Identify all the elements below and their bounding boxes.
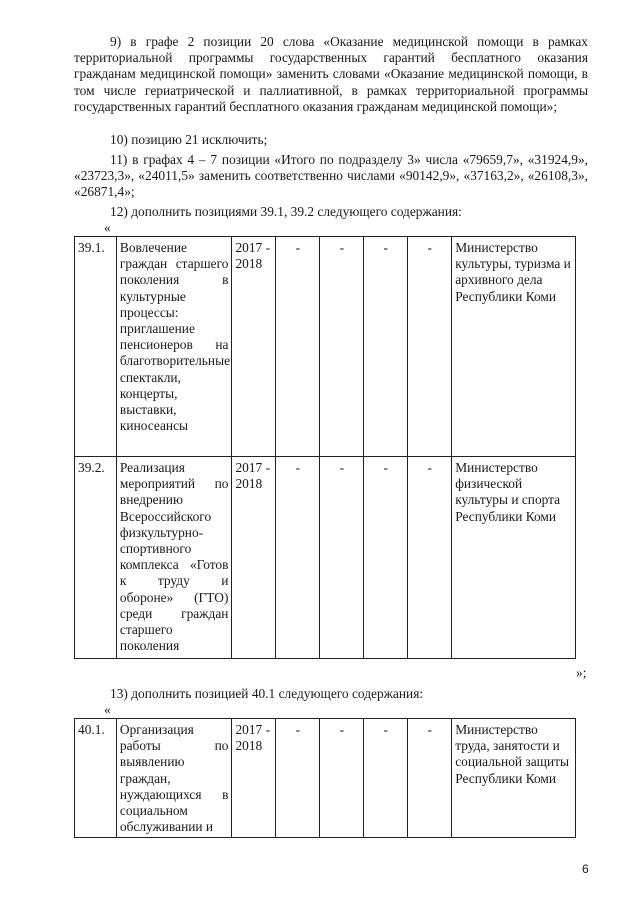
paragraph-10: 10) позицию 21 исключить;: [110, 132, 268, 147]
position-number: 39.2.: [75, 457, 117, 659]
amount-col-5: -: [320, 719, 364, 838]
table-row: [75, 457, 576, 659]
open-quote: «: [104, 702, 111, 717]
position-name: Организация работы по выявлению граждан, нуждающихся в социальном обслуживании и: [116, 719, 232, 838]
amount-col-6: -: [364, 457, 408, 659]
amount-col-4: -: [276, 719, 320, 838]
position-name: Вовлечение граждан старшего поколения в культурные процессы: приглашение пенсионеров на благотворительные спектакли, концерты, выставки, киносеансы: [116, 237, 232, 457]
paragraph-12: 12) дополнить позициями 39.1, 39.2 следующего содержания:: [110, 204, 462, 219]
amount-col-4: -: [276, 457, 320, 659]
amount-col-5: -: [320, 457, 364, 659]
responsible-ministry: Министерство физической культуры и спорта Республики Коми: [452, 457, 576, 659]
amount-col-5: -: [320, 237, 364, 457]
amount-col-6: -: [364, 237, 408, 457]
positions-table-40: [74, 718, 576, 838]
table-row: [75, 237, 576, 457]
page-number: 6: [582, 862, 589, 876]
positions-table-39: [74, 236, 576, 659]
amount-col-7: -: [408, 237, 452, 457]
position-years: 2017 - 2018: [232, 719, 276, 838]
paragraph-9: 9) в графе 2 позиции 20 слова «Оказание медицинской помощи в рамках территориальной программы государственных гарантий бесплатного оказания гражданам медицинской помощи» заменить словами «Оказание медицинской помощи, в том числе гериатрической и паллиативной, в рамках территориальной программы государственных гарантий бесплатного оказания гражданам медицинской помощи»;: [74, 34, 588, 114]
amount-col-7: -: [408, 719, 452, 838]
paragraph-11: 11) в графах 4 – 7 позиции «Итого по подразделу 3» числа «79659,7», «31924,9», «23723,3», «24011,5» заменить соответственно числами «90142,9», «37163,2», «26108,3», «26871,4»;: [74, 152, 588, 200]
open-quote: «: [104, 220, 111, 235]
position-years: 2017 - 2018: [232, 237, 276, 457]
table-row: [75, 719, 576, 838]
amount-col-7: -: [408, 457, 452, 659]
position-years: 2017 - 2018: [232, 457, 276, 659]
position-number: 40.1.: [75, 719, 117, 838]
amount-col-4: -: [276, 237, 320, 457]
responsible-ministry: Министерство труда, занятости и социальной защиты Республики Коми: [452, 719, 576, 838]
close-quote: »;: [576, 665, 587, 680]
position-name: Реализация мероприятий по внедрению Всероссийского физкультурно-спортивного комплекса «Готов к труду и обороне» (ГТО) среди граждан старшего поколения: [116, 457, 232, 659]
paragraph-13: 13) дополнить позицией 40.1 следующего содержания:: [110, 686, 424, 701]
responsible-ministry: Министерство культуры, туризма и архивного дела Республики Коми: [452, 237, 576, 457]
position-number: 39.1.: [75, 237, 117, 457]
amount-col-6: -: [364, 719, 408, 838]
